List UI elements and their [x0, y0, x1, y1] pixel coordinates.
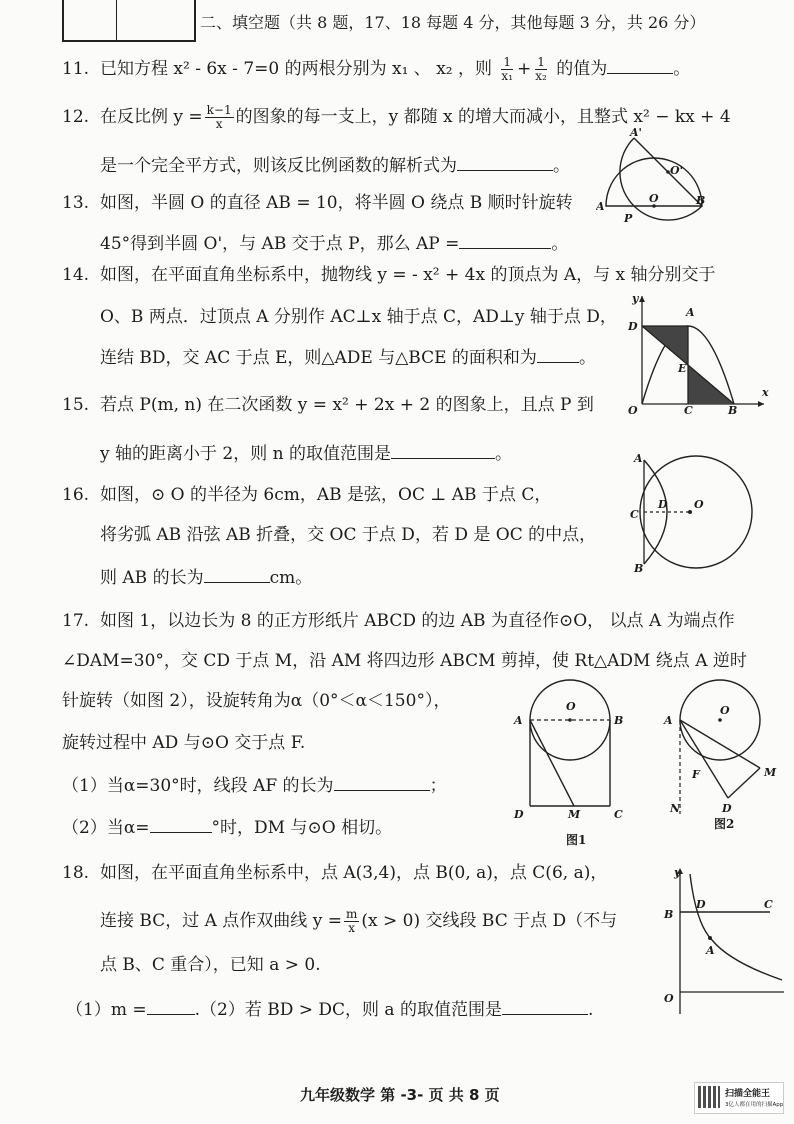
label-d: D — [628, 320, 638, 333]
label-o: O — [566, 700, 576, 713]
section-header: 二、填空题（共 8 题，17、18 每题 4 分，其他每题 3 分，共 26 分） — [200, 13, 706, 32]
question-12-line2: 是一个完全平方式，则该反比例函数的解析式为 。 — [100, 156, 570, 176]
label-m: M — [568, 808, 581, 821]
label-a: A — [596, 200, 605, 213]
label-d: D — [658, 498, 668, 511]
figure-q17-1 — [508, 672, 636, 848]
label-b: B — [634, 562, 644, 575]
scanner-badge — [694, 1082, 784, 1114]
figure-1-caption: 图1 — [566, 833, 587, 847]
question-13-line2: 45°得到半圆 O'，与 AB 交于点 P，那么 AP = 。 — [100, 234, 569, 254]
question-17-line2: ∠DAM=30°，交 CD 于点 M，沿 AM 将四边形 ABCM 剪掉，使 Rt△ADM 绕点 A 逆时 — [62, 651, 747, 671]
fraction: $\frac{k-1}{x}$ — [206, 103, 232, 131]
question-18-line2: 连接 BC，过 A 点作双曲线 y = $\frac{m}{x}$ (x > 0) 交线段 BC 于点 D（不与 — [100, 907, 618, 935]
label-o: O — [649, 192, 659, 205]
question-17-sub1: （1）当α=30°时，线段 AF 的长为 ； — [62, 776, 447, 796]
figure-q14 — [622, 292, 772, 416]
label-c: C — [764, 898, 773, 911]
label-d: D — [696, 898, 706, 911]
question-11: 11. 已知方程 x² - 6x - 7=0 的两根分别为 x₁ 、 x₂ ，则 $\frac{1}{\text{x₁}}$ + $\frac{1}{\text{x₂}}$ 的值为 。 — [62, 55, 691, 83]
question-15: 15. 若点 P(m, n) 在二次函数 y = x² + 2x + 2 的图象上，且点 P 到 — [62, 395, 594, 415]
question-number: 11. — [62, 59, 90, 79]
question-17: 17. 如图 1，以边长为 8 的正方形纸片 ABCD 的边 AB 为直径作⊙O， 以点 A 为端点作 — [62, 611, 735, 631]
label-m: M — [764, 766, 777, 779]
label-p: P — [624, 212, 633, 225]
badge-label: 扫描全能王 — [725, 1089, 771, 1099]
answer-blank[interactable] — [147, 998, 195, 1015]
label-f: F — [692, 768, 700, 781]
label-y: y — [632, 292, 639, 305]
qr-code-icon — [698, 1086, 720, 1108]
question-number: 16. — [62, 485, 90, 505]
question-number: 15. — [62, 395, 90, 415]
fraction: $\frac{1}{\text{x₂}}$ — [535, 55, 547, 83]
question-14: 14. 如图，在平面直角坐标系中，抛物线 y = - x² + 4x 的顶点为 A，与 x 轴分别交于 — [62, 265, 716, 285]
label-d: D — [514, 808, 524, 821]
question-number: 17. — [62, 611, 90, 631]
page-footer: 九年级数学 第 -3- 页 共 8 页 — [300, 1086, 500, 1104]
label-n: N — [670, 802, 681, 815]
fraction: $\frac{1}{\text{x₁}}$ — [501, 55, 513, 83]
badge-sub: 3亿人都在用的扫描App — [725, 1102, 784, 1108]
question-15-line2: y 轴的距离小于 2，则 n 的取值范围是 。 — [100, 444, 512, 464]
answer-blank[interactable] — [607, 57, 673, 74]
question-18-line3: 点 B、C 重合），已知 a > 0. — [100, 955, 321, 975]
question-17-line4: 旋转过程中 AD 与⊙O 交于点 F. — [62, 733, 306, 753]
question-18: 18. 如图，在平面直角坐标系中，点 A(3,4)，点 B(0, a)，点 C(6, a)， — [62, 863, 608, 883]
answer-blank[interactable] — [537, 346, 579, 363]
label-o: O — [628, 404, 638, 416]
question-14-line2: O、B 两点．过顶点 A 分别作 AC⊥x 轴于点 C，AD⊥y 轴于点 D， — [100, 307, 617, 327]
answer-blank[interactable] — [391, 442, 495, 459]
label-c: C — [630, 508, 639, 521]
label-a: A — [664, 714, 673, 727]
question-16-line3: 则 AB 的长为 cm。 — [100, 568, 313, 588]
answer-blank[interactable] — [459, 232, 551, 249]
label-d: D — [722, 802, 732, 815]
question-number: 18. — [62, 863, 90, 883]
label-a: A — [634, 452, 643, 465]
question-17-line3: 针旋转（如图 2），设旋转角为α（0°＜α＜150°）， — [62, 691, 451, 711]
answer-blank[interactable] — [334, 774, 430, 791]
label-c: C — [614, 808, 623, 821]
label-a: A — [706, 944, 715, 957]
label-c: C — [684, 404, 693, 416]
figure-q13 — [596, 128, 708, 260]
answer-blank[interactable] — [204, 566, 270, 583]
question-13: 13. 如图，半圆 O 的直径 AB = 10，将半圆 O 绕点 B 顺时针旋转 — [62, 193, 573, 213]
label-x: x — [762, 386, 769, 399]
label-e: E — [678, 362, 687, 375]
figure-q16 — [620, 446, 770, 578]
label-a: A — [686, 306, 695, 319]
question-14-line3: 连结 BD，交 AC 于点 E，则△ADE 与△BCE 的面积和为 。 — [100, 348, 596, 368]
question-12: 12. 在反比例 y = $\frac{k-1}{x}$ 的图象的每一支上，y 都随 x 的增大而减小，且整式 x² − kx + 4 — [62, 103, 731, 131]
question-16-line2: 将劣弧 AB 沿弦 AB 折叠，交 OC 于点 D，若 D 是 OC 的中点， — [100, 525, 597, 545]
label-o: O — [664, 992, 674, 1005]
fraction: $\frac{m}{x}$ — [345, 907, 358, 935]
answer-blank[interactable] — [502, 998, 588, 1015]
answer-blank[interactable] — [457, 154, 553, 171]
label-a-prime: A' — [630, 128, 642, 139]
figure-2-caption: 图2 — [714, 817, 735, 831]
label-b: B — [664, 908, 674, 921]
answer-blank[interactable] — [150, 816, 212, 833]
label-b: B — [696, 194, 706, 207]
label-o: O — [694, 498, 704, 511]
score-box — [62, 0, 196, 42]
label-b: B — [728, 404, 738, 416]
label-a: A — [514, 714, 523, 727]
question-number: 12. — [62, 107, 90, 127]
label-y: y — [674, 866, 681, 879]
question-number: 13. — [62, 193, 90, 213]
label-o: O — [720, 704, 730, 717]
question-16: 16. 如图，⊙ O 的半径为 6cm，AB 是弦，OC ⊥ AB 于点 C， — [62, 485, 552, 505]
question-18-sub: （1）m = .（2）若 BD > DC，则 a 的取值范围是 . — [66, 1000, 594, 1020]
label-o-prime: O' — [670, 164, 683, 177]
question-number: 14. — [62, 265, 90, 285]
label-b: B — [614, 714, 624, 727]
figure-q18 — [660, 864, 788, 1026]
question-17-sub2: （2）当α= °时，DM 与⊙O 相切。 — [62, 818, 393, 838]
figure-q17-2 — [656, 672, 790, 848]
